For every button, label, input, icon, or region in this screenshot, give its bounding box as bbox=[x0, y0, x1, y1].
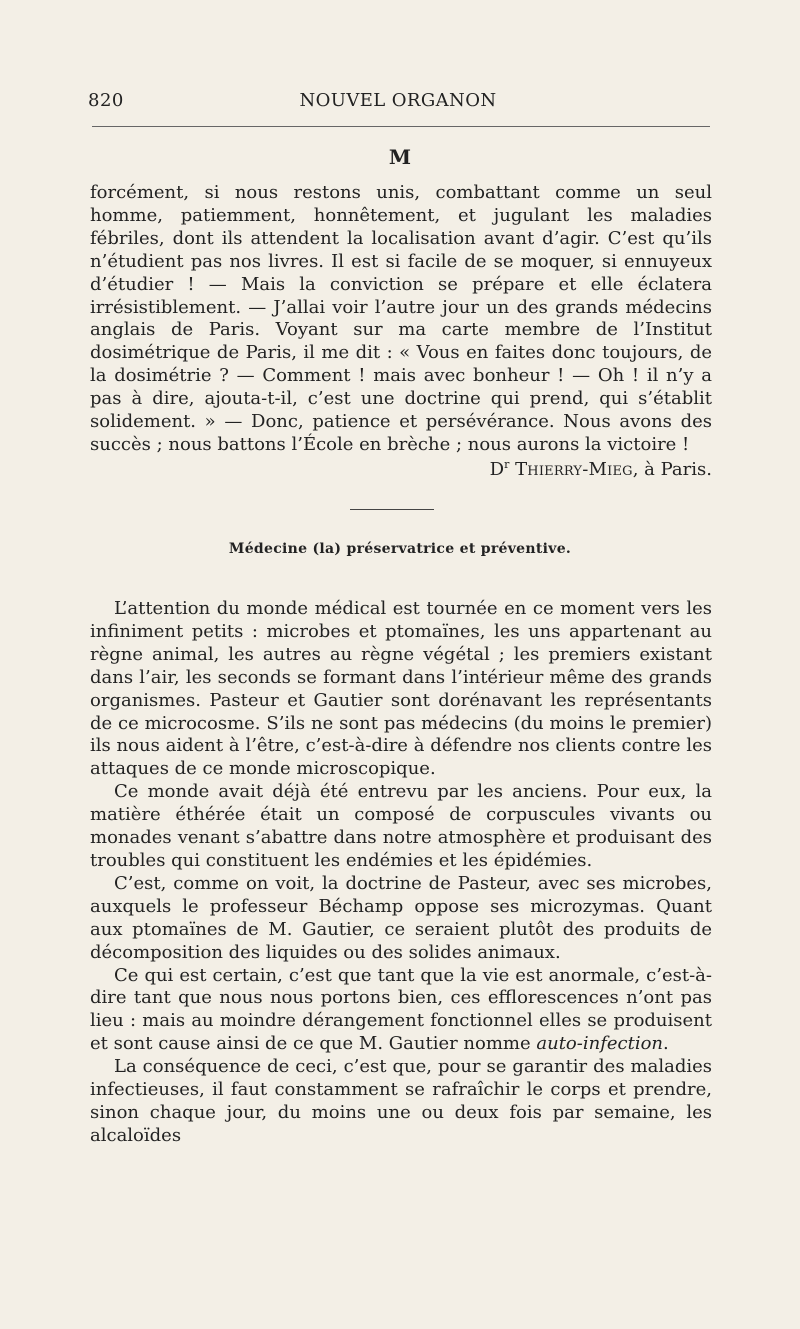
page-header bbox=[88, 90, 708, 116]
signature-name: Thierry-Mieg bbox=[515, 459, 633, 480]
top-text-block bbox=[90, 182, 712, 457]
signature-suffix: , à Paris. bbox=[632, 459, 712, 480]
section-separator bbox=[350, 509, 434, 510]
page-number: 820 bbox=[88, 90, 124, 111]
paragraph-4-end: . bbox=[663, 1033, 669, 1055]
auto-infection-term: auto-infection bbox=[536, 1033, 664, 1055]
article-paragraph-5: La conséquence de ceci, c’est que, pour se garantir des maladies infectieuses, il faut constamment se rafraîchir le corps et prendre, sinon chaque jour, du moins une ou deux fois par semaine, les alcaloïdes bbox=[90, 1056, 712, 1146]
article-paragraph-1: L’attention du monde médical est tournée en ce moment vers les infiniment petits : microbes et ptomaïnes, les uns appartenant au règne animal, les autres au règne végétal ; les premiers existant dans l’air, les seconds se formant dans l’intérieur même des grands organismes. Pasteur et Gautier sont dorénavant les représentants de ce microcosme. S’ils ne sont pas médecins (du moins le premier) ils nous aident à l’être, c’est-à-dire à défendre nos clients contre les attaques de ce monde microscopique. bbox=[90, 598, 712, 780]
article-paragraph-3: C’est, comme on voit, la doctrine de Pasteur, avec ses microbes, auxquels le professeur Béchamp oppose ses microzymas. Quant aux ptomaïnes de M. Gautier, ce seraient plutôt des produits de décomposition des liquides ou des solides animaux. bbox=[90, 872, 712, 963]
signature bbox=[490, 458, 712, 480]
article-title: Médecine (la) préservatrice et préventive. bbox=[228, 541, 572, 557]
article-paragraph-2: Ce monde avait déjà été entrevu par les anciens. Pour eux, la matière éthérée était un composé de corpuscules vivants ou monades venant s’abattre dans notre atmosphère et produisant des troubles qui constituent les endémies et les épidémies. bbox=[90, 781, 712, 871]
top-paragraph: forcément, si nous restons unis, combattant comme un seul homme, patiemment, honnêtement, et jugulant les maladies fébriles, dont ils attendent la localisation avant d’agir. C’est qu’ils n’étudient pas nos livres. Il est si facile de se moquer, si ennuyeux d’étudier ! — Mais la conviction se prépare et elle éclatera irrésistiblement. — J’allai voir l’autre jour un des grands médecins anglais de Paris. Voyant sur ma carte membre de l’Institut dosimétrique de Paris, il me dit : « Vous en faites donc toujours, de la dosimétrie ? — Comment ! mais avec bonheur ! — Oh ! il n’y a pas à dire, ajouta-t-il, c’est une doctrine qui prend, qui s’établit solidement. » — Donc, patience et persévérance. Nous avons des succès ; nous battons l’École en brèche ; nous aurons la victoire ! bbox=[90, 182, 712, 455]
signature-title-sup: r bbox=[504, 458, 510, 471]
article-body bbox=[90, 598, 712, 1148]
paragraph-4-text: Ce qui est certain, c’est que tant que la vie est anormale, c’est-à-dire tant que nous nous portons bien, ces efflorescences n’ont pas lieu : mais au moindre dérangement fonctionnel elles se produisent et sont cause ainsi de ce que M. Gautier nomme bbox=[90, 964, 712, 1055]
running-title: NOUVEL ORGANON bbox=[299, 90, 497, 111]
header-rule bbox=[92, 126, 710, 127]
article-paragraph-4 bbox=[90, 965, 712, 1057]
signature-title: $D^r$ bbox=[489, 458, 510, 480]
section-letter: M bbox=[388, 145, 412, 169]
